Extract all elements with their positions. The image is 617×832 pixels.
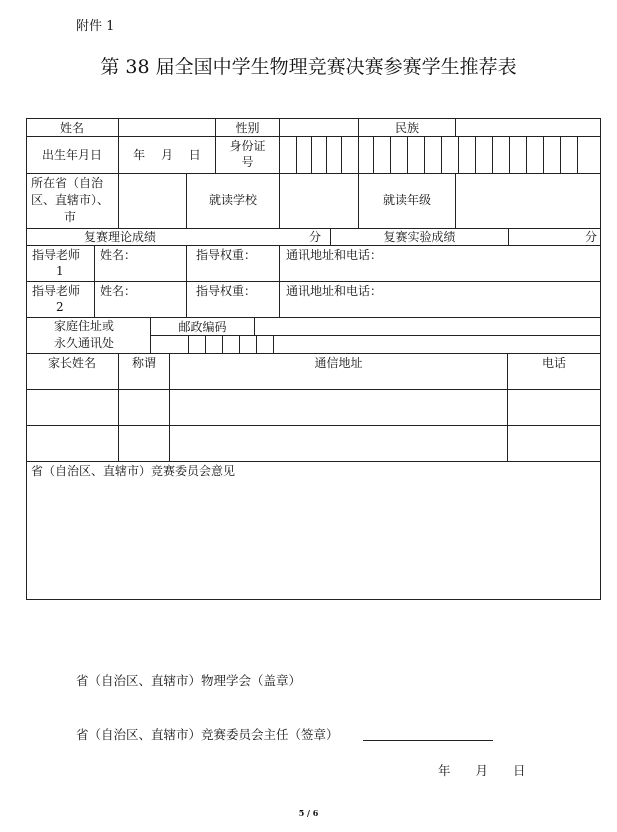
birthdate-label: 出生年月日 [41,148,102,162]
id-label-line1: 身份证 [229,139,266,153]
home-address-label-line2: 永久通讯处 [54,336,115,350]
teacher1-weight-label[interactable]: 指导权重： [196,248,257,262]
teacher2-contact-label[interactable]: 通讯地址和电话： [286,284,383,298]
province-label-line1: 所在省（自治 [31,176,104,190]
date-line: 年 月 日 [438,763,526,778]
phone-header: 电话 [541,356,566,370]
ethnicity-field[interactable] [456,119,600,136]
parent-name-header: 家长姓名 [47,356,96,370]
parent-row1-phone[interactable] [508,390,600,425]
province-label-line2: 区、直辖市）、 [31,193,110,207]
teacher1-label-line1: 指导老师 [32,248,81,262]
gender-label: 性别 [235,121,260,135]
school-field[interactable] [280,174,358,228]
ethnicity-label: 民族 [394,121,419,135]
id-label-line2: 号 [241,155,254,169]
parent-row2-phone[interactable] [508,426,600,461]
parent-row2-relation[interactable] [119,426,169,461]
teacher2-label-line1: 指导老师 [32,284,81,298]
committee-opinion-label: 省（自治区、直辖市）竞赛委员会意见 [31,464,236,478]
director-sign-line: 省（自治区、直辖市）竞赛委员会主任（签章） [76,727,339,742]
experiment-score-field[interactable] [509,229,584,245]
grade-field[interactable] [456,174,600,228]
theory-score-label: 复赛理论成绩 [84,230,157,244]
teacher1-name-label[interactable]: 姓名： [100,248,137,262]
committee-opinion-field[interactable] [27,480,600,599]
id-number-field[interactable] [280,137,600,173]
name-label: 姓名 [59,121,84,135]
province-field[interactable] [119,174,186,228]
address-header: 通信地址 [314,356,363,370]
school-label: 就读学校 [208,193,257,207]
experiment-score-unit: 分 [585,230,598,244]
teacher1-label-line2: 1 [56,264,64,278]
province-label-line3: 市 [64,210,77,224]
director-signature-field[interactable] [363,724,493,741]
home-address-label-line1: 家庭住址或 [54,319,115,333]
parent-row1-relation[interactable] [119,390,169,425]
parent-row2-address[interactable] [170,426,507,461]
postal-code-extra-field[interactable] [255,318,600,335]
parent-row1-name[interactable] [27,390,118,425]
home-address-field[interactable] [274,336,600,353]
teacher2-name-label[interactable]: 姓名： [100,284,137,298]
gender-field[interactable] [280,119,358,136]
teacher2-weight-label[interactable]: 指导权重： [196,284,257,298]
society-seal-line: 省（自治区、直辖市）物理学会（盖章） [76,673,302,688]
birthdate-field[interactable]: 年 月 日 [133,148,201,162]
name-field[interactable] [119,119,215,136]
postal-code-label: 邮政编码 [178,320,227,334]
grade-label: 就读年级 [382,193,431,207]
relation-header: 称谓 [131,356,156,370]
parent-row2-name[interactable] [27,426,118,461]
attachment-label: 附件 1 [76,19,115,34]
parent-row1-address[interactable] [170,390,507,425]
theory-score-unit: 分 [309,230,322,244]
postal-code-digit-boxes[interactable] [151,336,273,353]
theory-score-field[interactable] [170,229,305,245]
experiment-score-label: 复赛实验成绩 [383,230,456,244]
page-title: 第 38 届全国中学生物理竞赛决赛参赛学生推荐表 [100,56,517,78]
teacher1-contact-label[interactable]: 通讯地址和电话： [286,248,383,262]
page-number: 5 / 6 [298,808,319,818]
teacher2-label-line2: 2 [56,300,64,314]
